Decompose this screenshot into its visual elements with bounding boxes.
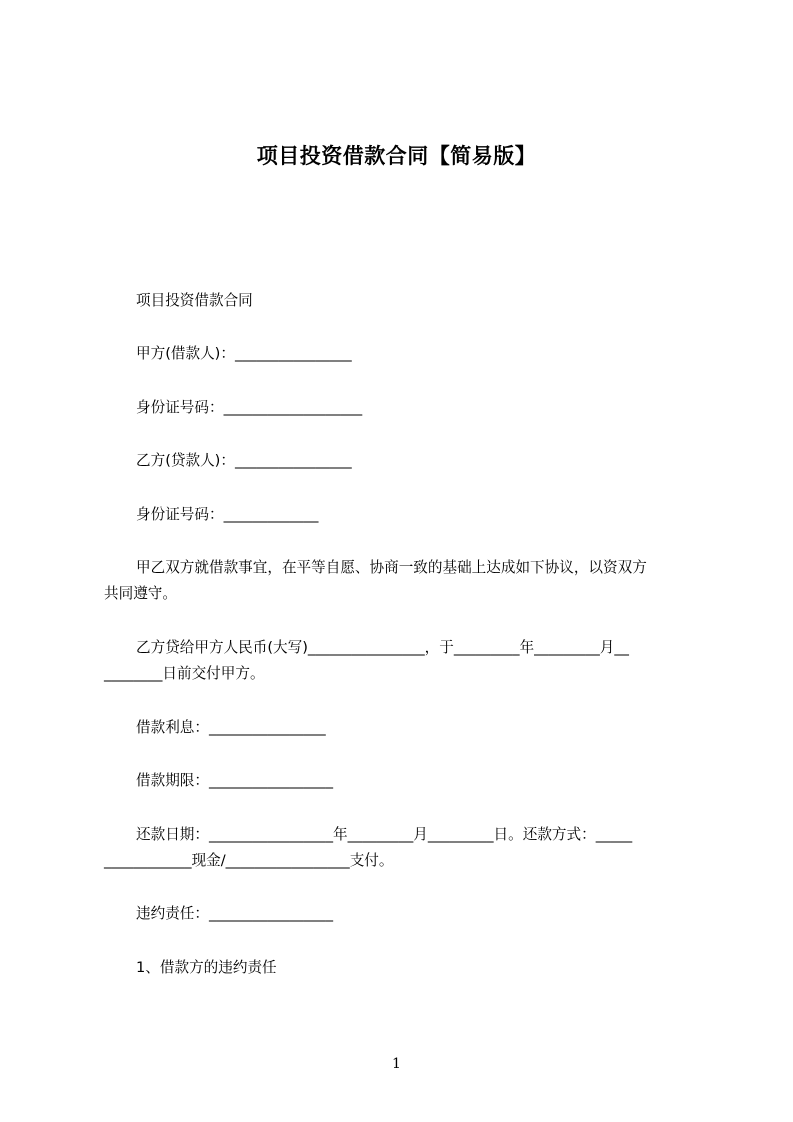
paragraph-loan-amount-line-1: 乙方贷给甲方人民币(大写)________________，于_________年_________月__	[136, 639, 629, 656]
paragraph-party-b-id: 身份证号码：_____________	[136, 506, 319, 523]
paragraph-term: 借款期限：_________________	[136, 772, 334, 789]
paragraph-repayment-line-1: 还款日期：_________________年_________月_________日。还款方式：_____	[136, 826, 633, 843]
paragraph-party-b: 乙方(贷款人)：________________	[136, 452, 352, 469]
paragraph-party-a: 甲方(借款人)：________________	[136, 345, 352, 362]
document-title: 项目投资借款合同【简易版】	[256, 144, 537, 168]
page-number: 1	[392, 1056, 401, 1072]
paragraph-loan-amount-line-2: ________日前交付甲方。	[104, 665, 265, 682]
paragraph-party-a-id: 身份证号码：___________________	[136, 399, 363, 416]
paragraph-borrower-liability: 1、借款方的违约责任	[136, 959, 277, 976]
paragraph-agreement-line-1: 甲乙双方就借款事宜，在平等自愿、协商一致的基础上达成如下协议，以资双方	[136, 559, 647, 576]
paragraph-liability: 违约责任：_________________	[136, 905, 334, 922]
paragraph-agreement-line-2: 共同遵守。	[104, 585, 177, 602]
paragraph-interest: 借款利息：________________	[136, 719, 326, 736]
paragraph-contract-name: 项目投资借款合同	[136, 292, 253, 309]
paragraph-repayment-line-2: ____________现金/_________________支付。	[104, 852, 394, 869]
